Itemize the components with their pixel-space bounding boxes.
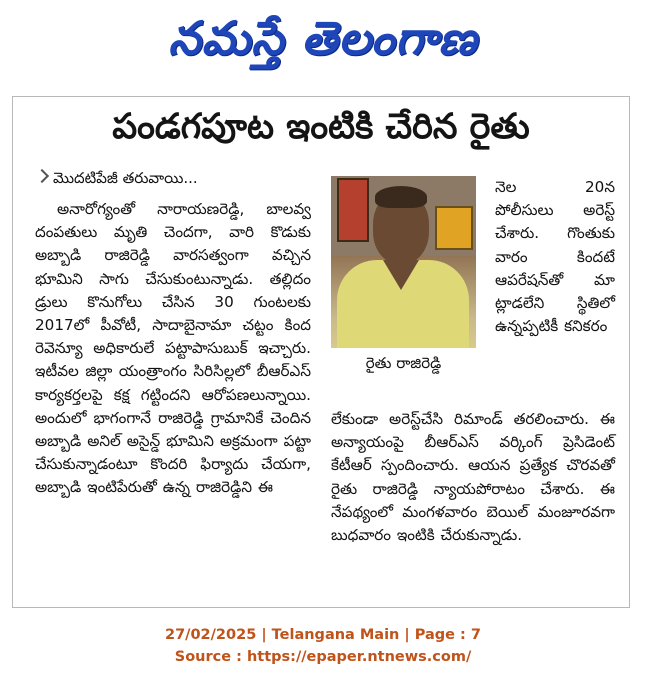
masthead bbox=[0, 6, 646, 76]
article-headline: పండగపూట ఇంటికి చేరిన రైతు bbox=[112, 107, 530, 147]
article-right-column-top bbox=[495, 176, 615, 338]
photo-hair bbox=[375, 186, 427, 208]
source-url-line: Source : https://epaper.ntnews.com/ bbox=[174, 649, 472, 665]
photo-wall-picture bbox=[435, 206, 473, 250]
photo-wall-picture bbox=[337, 178, 369, 242]
source-footer bbox=[0, 624, 646, 668]
publication-date-line: 27/02/2025 | Telangana Main | Page : 7 bbox=[164, 627, 481, 643]
article-paragraph: నెల 20న పోలీసులు అరెస్ట్ చేశారు. గొంతుకు వారం కిందటే ఆపరేషన్‌తో మా ట్లాడలేని స్థితిలో ఉన్నప్పటికీ కనికరం bbox=[495, 178, 615, 336]
newspaper-logo: నమస్తే తెలంగాణ bbox=[168, 11, 478, 65]
article-right-column-bottom bbox=[331, 408, 615, 547]
chevron-right-icon bbox=[35, 169, 49, 183]
article-paragraph: అనారోగ్యంతో నారాయణరెడ్డి, బాలవ్వ దంపతులు మృతి చెందగా, వారి కొడుకు అబ్బాడి రాజిరెడ్డి వారసత్వంగా వచ్చిన భూమిని సాగు చేసుకుంటున్నాడు. తల్లిదం డ్రులు కొనుగోలు చేసిన 30 గుంటలకు 2017లో పీవోటీ, సాదాబైనామా చట్టం కింద రెవెన్యూ అధికారులే పట్టాపాసుబుక్ ఇచ్చారు. ఇటీవల జిల్లా యంత్రాంగం సిరిసిల్లలో బీఆర్ఎస్ కార్యకర్తలపై కక్ష గట్టిందని ఆరోపణలున్నాయి. అందులో భాగంగానే రాజిరెడ్డి గ్రామానికే చెందిన అబ్బాడి అనిల్ అసైన్డ్ భూమిని అక్రమంగా పట్టా చేసుకున్నాడంటూ కొందరి ఫిర్యాదు చేయగా, అబ్బాడి ఇంటిపేరుతో ఉన్న రాజిరెడ్డిని ఈ bbox=[35, 200, 311, 497]
photo-caption: రైతు రాజిరెడ్డి bbox=[331, 348, 476, 379]
continued-from-front-page bbox=[37, 167, 198, 189]
article-clipping bbox=[12, 96, 630, 608]
continued-label: మొదటిపేజీ తరువాయి... bbox=[53, 169, 198, 187]
article-left-column bbox=[35, 198, 311, 500]
article-paragraph: లేకుండా అరెస్ట్‌చేసి రిమాండ్ తరలించారు. ఈ అన్యాయంపై బీఆర్ఎస్ వర్కింగ్ ప్రెసిడెంట్ కేటీఆర్ స్పందించారు. ఆయన ప్రత్యేక చొరవతో రైతు రాజిరెడ్డి న్యాయపోరాటం చేశారు. ఈ నేపథ్యంలో మంగళవారం బెయిల్ మంజూరవగా బుధవారం ఇంటికి చేరుకున్నాడు. bbox=[331, 410, 615, 545]
